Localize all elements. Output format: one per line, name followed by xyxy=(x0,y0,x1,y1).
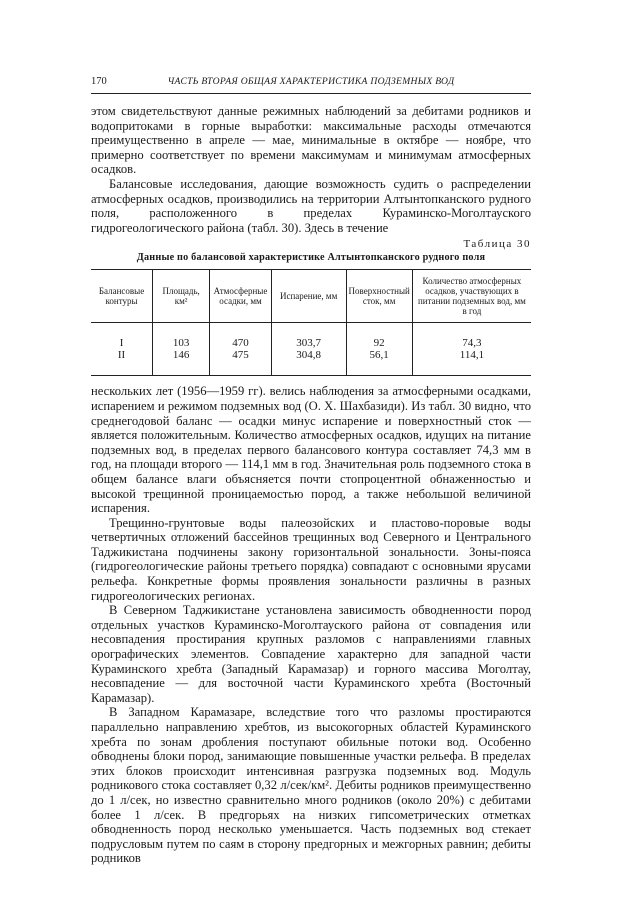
col-header-contours: Балансовые контуры xyxy=(91,270,153,323)
running-head-title: ЧАСТЬ ВТОРАЯ ОБЩАЯ ХАРАКТЕРИСТИКА ПОДЗЕМНЫХ ВОД xyxy=(167,76,455,87)
table-cell: 146 xyxy=(153,349,210,376)
table-cell: 103 xyxy=(153,323,210,350)
book-page xyxy=(91,76,531,866)
header-rule xyxy=(91,93,531,94)
table-row xyxy=(91,349,531,376)
paragraph-balance-intro: Балансовые исследования, дающие возможность судить о распределении атмосферных осадков, производились на территории Алтынтопканского рудного поля, расположенного в пределах Кураминско-Моголтауского гидрогеологического района (табл. 30). Здесь в течение xyxy=(91,176,531,235)
page-number: 170 xyxy=(91,76,107,87)
running-head xyxy=(91,76,531,92)
table-cell: 56,1 xyxy=(346,349,412,376)
table-cell: 114,1 xyxy=(412,349,531,376)
table-cell: 475 xyxy=(210,349,272,376)
col-header-evaporation: Испарение, мм xyxy=(271,270,346,323)
paragraph-zonality: Трещинно-грунтовые воды палеозойских и пластово-поровые воды четвертичных отложений бассейнов трещинных вод Северного и Центрального Таджикистана подчинены закону горизонтальной зональности. Зоны-пояса (гидрогеологические районы третьего порядка) совпадают с основными ярусами рельефа. Конкретные формы проявления зональности различны в разных гидрогеологических регионах. xyxy=(91,515,531,603)
table-cell: 304,8 xyxy=(271,349,346,376)
col-header-precipitation: Атмосферные осадки, мм xyxy=(210,270,272,323)
balance-table xyxy=(91,269,531,376)
table-header-row xyxy=(91,270,531,323)
table-number: Таблица 30 xyxy=(463,238,531,251)
table-row xyxy=(91,323,531,350)
table-cell: II xyxy=(91,349,153,376)
table-caption: Данные по балансовой характеристике Алтынтопканского рудного поля xyxy=(136,252,486,264)
col-header-area: Площадь, км² xyxy=(153,270,210,323)
paragraph-west-karamazar: В Западном Карамазаре, вследствие того что разломы простираются параллельно направлению хребтов, из высокогорных областей Кураминского хребта по зонам дробления поступают обильные потоки вод. Особенно обводнены блоки пород, занимающие повышенные участки рельефа. В пределах этих блоков происходит интенсивная разгрузка подземных вод. Модуль родникового стока составляет 0,32 л/сек/км². Дебиты родников преимущественно до 1 л/сек, но известно сравнительно много родников (около 20%) с дебитами более 1 л/сек. В предгорьях на низких гипсометрических отметках обводненность пород несколько уменьшается. Часть подземных вод стекает подрусловым путем по саям в сторону предгорных и межгорных равнин; дебиты родников xyxy=(91,705,531,866)
paragraph-continuation: этом свидетельствуют данные режимных наблюдений за дебитами родников и водопритоками в горные выработки: максимальные расходы отмечаются преимущественно в апреле — мае, минимальные в октябре — ноябре, что примерно соответствует по времени максимумам и минимумам атмосферных осадков. xyxy=(91,104,531,177)
table-cell: 74,3 xyxy=(412,323,531,350)
table-cell: I xyxy=(119,337,124,350)
paragraph-balance-results: нескольких лет (1956—1959 гг). велись наблюдения за атмосферными осадками, испарением и режимом подземных вод (О. Х. Шахбазиди). Из табл. 30 видно, что среднегодовой баланс — осадки минус испарение и поверхностный сток — является положительным. Количество атмосферных осадков, идущих на питание подземных вод, в пределах первого балансового контура составляет 74,3 мм в год, на площади второго — 114,1 мм в год. Значительная роль подземного стока в общем балансе влаги объясняется почти стопроцентной обнаженностью и высокой трещинной проницаемостью пород, а также небольшой величиной испарения. xyxy=(91,384,531,516)
table-cell: 470 xyxy=(210,323,272,350)
col-header-recharge: Количество атмосферных осадков, участвующих в питании подземных вод, мм в год xyxy=(412,270,531,323)
table-cell: 303,7 xyxy=(271,323,346,350)
col-header-runoff: Поверхностный сток, мм xyxy=(346,270,412,323)
paragraph-north-tajikistan: В Северном Таджикистане установлена зависимость обводненности пород отдельных участков Кураминско-Моголтауского района от совпадения или несовпадения простирания крупных разломов с направлениями главных орографических элементов. Совпадение характерно для западной части Кураминского хребта (Западный Карамазар) и горного массива Моголтау, несовпадение — для восточной части Кураминского хребта (Восточный Карамазар). xyxy=(91,603,531,705)
table-cell: 92 xyxy=(346,323,412,350)
